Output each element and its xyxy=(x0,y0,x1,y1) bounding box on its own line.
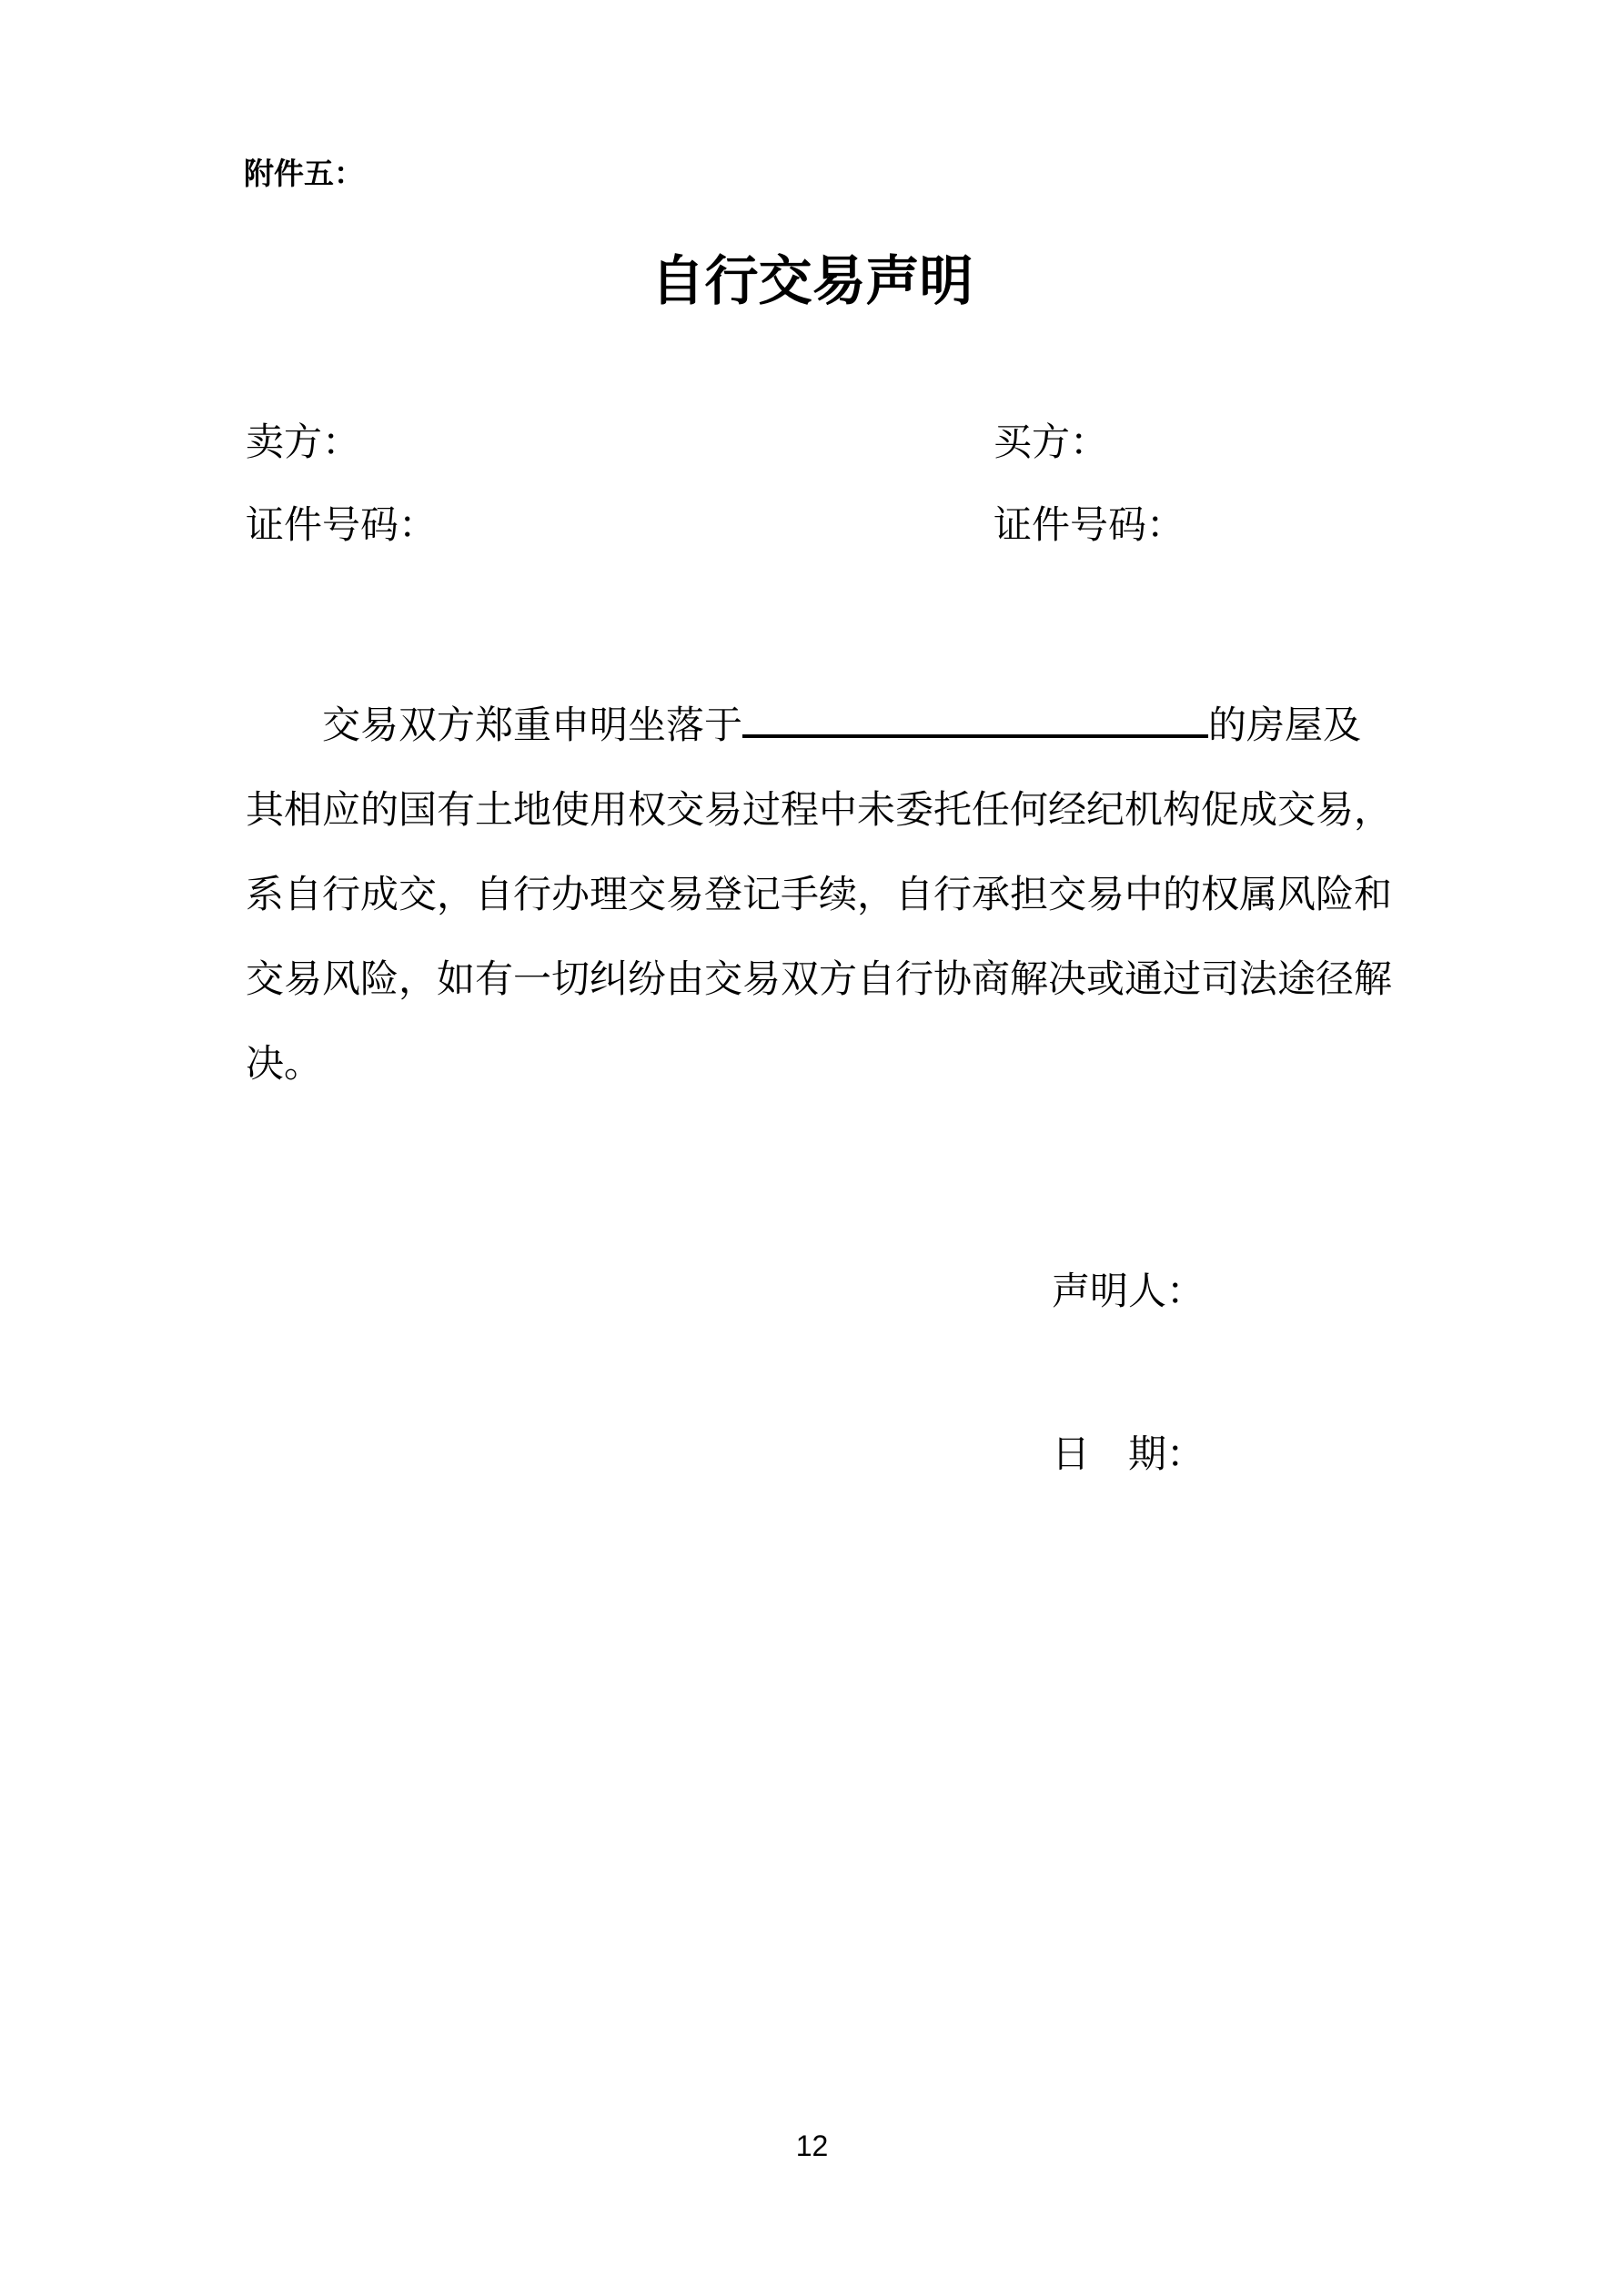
seller-id-number-label: 证件号码： xyxy=(246,502,438,547)
declaration-paragraph xyxy=(246,683,1410,1106)
declaration-line-2: 其相应的国有土地使用权交易过程中未委托任何经纪机构促成交易， xyxy=(246,787,1393,832)
declaration-line-1-suffix: 的房屋及 xyxy=(1208,703,1362,747)
seller-label: 卖方： xyxy=(246,420,361,464)
declaration-line-4: 交易风险，如有一切纠纷由交易双方自行协商解决或通过司法途径解 xyxy=(246,956,1393,1001)
declaration-line-3: 系自行成交，自行办理交易登记手续，自行承担交易中的权属风险和 xyxy=(246,872,1393,916)
declaration-line-1 xyxy=(246,683,1410,767)
address-blank-line xyxy=(742,734,1208,738)
buyer-label: 买方： xyxy=(994,420,1109,464)
declaration-line-1-prefix: 交易双方郑重申明坐落于 xyxy=(322,703,743,747)
document-title: 自行交易声明 xyxy=(651,249,973,312)
page-number: 12 xyxy=(795,2129,829,2162)
date-label: 日 期： xyxy=(1052,1431,1205,1476)
attachment-label: 附件五： xyxy=(244,156,364,191)
buyer-id-number-label: 证件号码： xyxy=(994,502,1185,547)
declaration-line-5: 决。 xyxy=(246,1041,323,1086)
declarant-label: 声明人： xyxy=(1052,1269,1205,1313)
